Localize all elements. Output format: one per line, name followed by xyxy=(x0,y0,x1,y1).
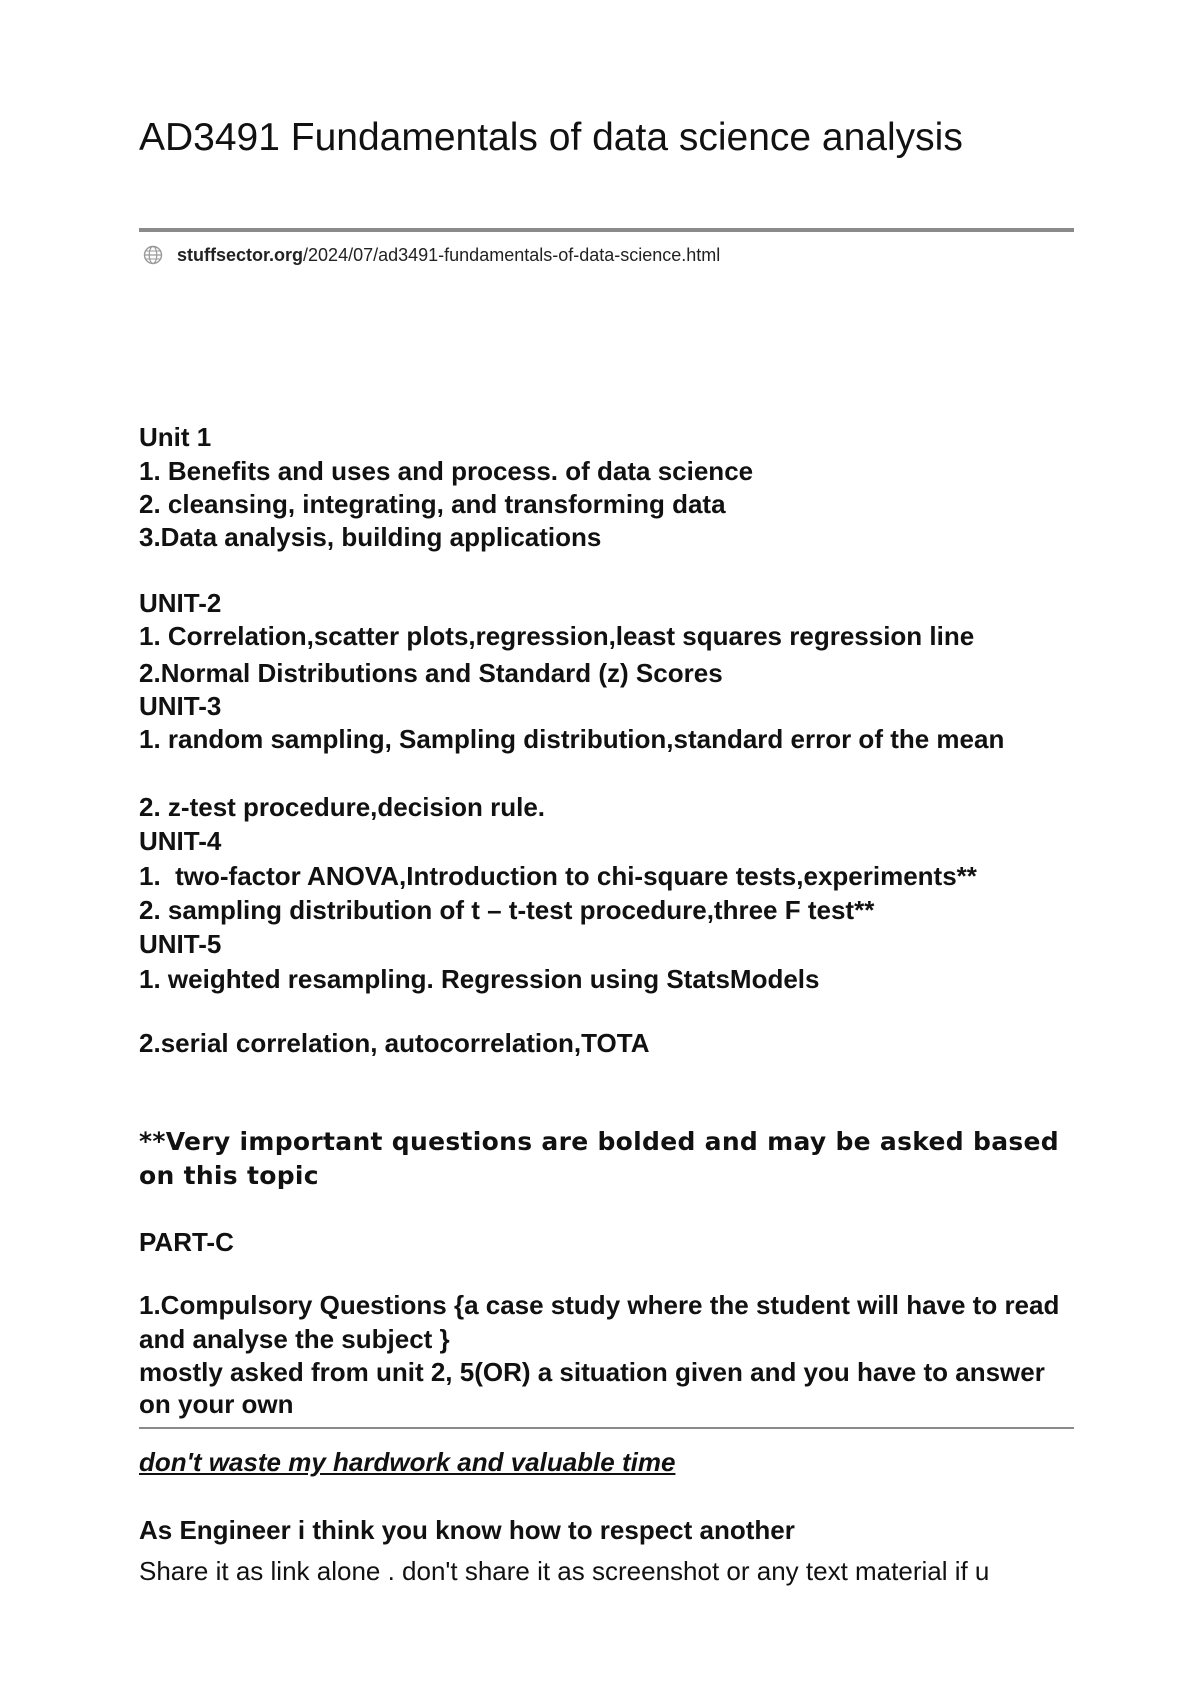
item-number: 2. xyxy=(139,658,161,688)
mostly-asked-note: mostly asked from unit 2, 5(OR) a situation given and you have to answer on your own xyxy=(139,1357,1045,1419)
unit1-item-2: 2. cleansing, integrating, and transforming data xyxy=(139,489,726,519)
item-number: 2. xyxy=(139,1028,161,1058)
item-number: 1. xyxy=(139,861,161,891)
unit5-item-1 xyxy=(139,963,1074,995)
globe-icon xyxy=(143,245,163,265)
unit4-heading: UNIT-4 xyxy=(139,826,222,856)
item-text: sampling distribution of t – t-test procedure,three F test** xyxy=(160,895,875,925)
document-title: AD3491 Fundamentals of data science analysis xyxy=(139,116,963,159)
item-text: Normal Distributions and Standard (z) Scores xyxy=(160,658,723,688)
unit4-item-2 xyxy=(139,894,1074,926)
unit4-item-1 xyxy=(139,860,1074,892)
unit3-item-2 xyxy=(139,791,1074,823)
unit5-heading: UNIT-5 xyxy=(139,929,222,959)
important-note: **Very important questions are bolded and may be asked based on this topic xyxy=(139,1127,1059,1190)
unit2-heading: UNIT-2 xyxy=(139,588,222,618)
hardwork-notice: don't waste my hardwork and valuable time xyxy=(139,1447,676,1477)
title-divider xyxy=(139,228,1074,232)
part-c-heading: PART-C xyxy=(139,1227,234,1257)
unit2-item-2 xyxy=(139,657,1074,689)
item-number: 2. xyxy=(139,895,161,925)
item-number: 2. xyxy=(139,792,161,822)
unit1-item-3: 3.Data analysis, building applications xyxy=(139,522,602,552)
section-divider xyxy=(139,1427,1074,1429)
unit3-heading: UNIT-3 xyxy=(139,691,222,721)
unit5-item-2 xyxy=(139,1027,1074,1059)
item-text: z-test procedure,decision rule. xyxy=(160,792,545,822)
item-text: serial correlation, autocorrelation,TOTA xyxy=(160,1028,650,1058)
source-path: /2024/07/ad3491-fundamentals-of-data-science.html xyxy=(303,245,721,265)
source-domain: stuffsector.org xyxy=(177,245,304,265)
source-link[interactable] xyxy=(143,243,720,267)
unit1-item-1: 1. Benefits and uses and process. of data science xyxy=(139,456,754,486)
share-note: Share it as link alone . don't share it as screenshot or any text material if u xyxy=(139,1556,990,1586)
unit3-item-1: 1. random sampling, Sampling distribution,standard error of the mean xyxy=(139,724,1005,754)
item-text: weighted resampling. Regression using StatsModels xyxy=(160,964,820,994)
unit2-item-1: 1. Correlation,scatter plots,regression,least squares regression line xyxy=(139,621,975,651)
item-text: two-factor ANOVA,Introduction to chi-square tests,experiments** xyxy=(160,861,977,891)
item-number: 1. xyxy=(139,964,161,994)
engineer-note: As Engineer i think you know how to respect another xyxy=(139,1515,795,1545)
unit1-heading: Unit 1 xyxy=(139,422,212,452)
compulsory-questions: 1.Compulsory Questions {a case study where the student will have to read and analyse the subject } xyxy=(139,1290,1060,1354)
